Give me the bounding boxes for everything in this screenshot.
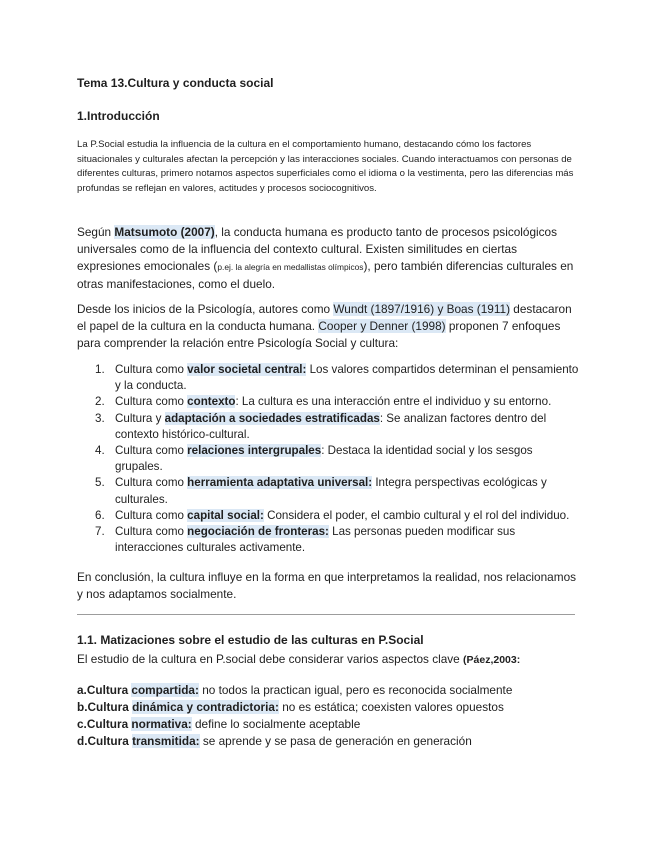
list-term: capital social: <box>187 508 264 522</box>
list-number: 3. <box>95 411 105 425</box>
list-number: 6. <box>95 508 105 522</box>
list-number: 5. <box>95 476 105 490</box>
culture-definitions <box>77 682 577 750</box>
list-text: Cultura y <box>115 411 165 425</box>
document-title: Tema 13.Cultura y conducta social <box>77 76 274 90</box>
list-description: : Se analizan factores dentro del contexto histórico-cultural. <box>115 411 547 441</box>
history-paragraph <box>77 301 577 352</box>
list-description: : La cultura es una interacción entre el individuo y su entorno. <box>235 395 552 409</box>
list-item <box>95 443 580 475</box>
definition-line <box>77 699 577 716</box>
list-term: relaciones intergrupales <box>187 444 322 458</box>
definition-term: transmitida: <box>132 734 200 748</box>
list-number: 1. <box>95 363 105 376</box>
key-aspects-paragraph <box>77 651 577 669</box>
text-segment: proponen 7 enfoques para comprender la relación entre Psicología Social y cultura: <box>77 319 561 350</box>
section-heading-introduccion: 1.Introducción <box>77 109 160 123</box>
definition-line <box>77 733 577 750</box>
list-term: valor societal central: <box>187 363 307 376</box>
list-item <box>95 475 580 507</box>
citation-wundt-boas: Wundt (1897/1916) y Boas (1911) <box>333 302 511 316</box>
list-number: 2. <box>95 395 105 409</box>
text-segment: Según <box>77 225 115 239</box>
list-text: Cultura como <box>115 508 188 522</box>
list-text: Cultura como <box>115 444 188 458</box>
list-item <box>95 411 580 443</box>
list-item <box>95 362 580 394</box>
definition-term: normativa: <box>131 717 192 731</box>
definition-description: no es estática; coexisten valores opuestos <box>278 700 504 714</box>
text-segment: Desde los inicios de la Psicología, autores como <box>77 302 334 316</box>
list-item <box>95 524 580 556</box>
list-description: Integra perspectivas ecológicas y culturales. <box>115 476 547 506</box>
definition-term: compartida: <box>131 683 199 697</box>
list-description: : Destaca la identidad social y los sesgos grupales. <box>115 444 533 474</box>
text-segment: destacaron el papel de la cultura en la conducta humana. <box>77 302 572 333</box>
definition-description: define lo socialmente aceptable <box>191 717 361 731</box>
citation-cooper-denner: Cooper y Denner (1998) <box>318 319 446 333</box>
definition-term: dinámica y contradictoria: <box>132 700 279 714</box>
list-number: 4. <box>95 444 105 458</box>
list-term: adaptación a sociedades estratificadas <box>164 411 380 425</box>
list-text: Cultura como <box>115 525 188 539</box>
list-term: negociación de fronteras: <box>187 525 329 539</box>
text-segment: , la conducta humana es producto tanto de procesos psicológicos universales como de la influencia del contexto cultural. Existen similitudes en ciertas expresiones emocionales ( <box>77 225 558 273</box>
list-text: Cultura como <box>115 476 188 490</box>
definition-line <box>77 682 577 699</box>
definition-description: se aprende y se pasa de generación en generación <box>199 734 472 748</box>
text-segment: ), pero también diferencias culturales en otras manifestaciones, como el duelo. <box>77 259 574 291</box>
approaches-list <box>95 362 580 556</box>
citation-matsumoto: Matsumoto (2007) <box>114 225 215 239</box>
list-description: Las personas pueden modificar sus interacciones culturales activamente. <box>115 525 516 555</box>
definition-line <box>77 716 577 733</box>
list-term: contexto <box>187 395 236 409</box>
list-text: Cultura como <box>115 363 188 376</box>
matsumoto-paragraph <box>77 224 577 293</box>
citation-paez: (Páez,2003: <box>463 654 521 666</box>
conclusion-paragraph: En conclusión, la cultura influye en la forma en que interpretamos la realidad, nos relacionamos y nos adaptamos socialmente. <box>77 570 577 601</box>
list-description: Considera el poder, el cambio cultural y el rol del individuo. <box>263 508 570 522</box>
list-description: Los valores compartidos determinan el pensamiento y la conducta. <box>115 363 579 393</box>
horizontal-divider <box>77 614 575 615</box>
definition-prefix: d.Cultura <box>77 734 133 748</box>
text-segment: El estudio de la cultura en P.social debe considerar varios aspectos clave <box>77 652 464 666</box>
definition-prefix: a.Cultura <box>77 683 132 697</box>
list-number: 7. <box>95 525 105 539</box>
definition-description: no todos la practican igual, pero es reconocida socialmente <box>198 683 513 697</box>
definition-prefix: b.Cultura <box>77 700 133 714</box>
list-text: Cultura como <box>115 395 188 409</box>
list-term: herramienta adaptativa universal: <box>187 476 373 490</box>
example-note: p.ej. la alegría en medallistas olímpicos <box>217 262 364 272</box>
section-heading-matizaciones: 1.1. Matizaciones sobre el estudio de las culturas en P.Social <box>77 633 424 647</box>
list-item <box>95 508 580 524</box>
intro-paragraph: La P.Social estudia la influencia de la cultura en el comportamiento humano, destacando cómo los factores situacionales y culturales afectan la percepción y las interacciones sociales. Cuando interactuamos con personas de diferentes culturas, primero notamos aspectos superficiales como el idioma o la vestimenta, pero las diferencias más profundas se reflejan en valores, actitudes y procesos sociocognitivos. <box>77 139 574 194</box>
list-item <box>95 394 580 410</box>
definition-prefix: c.Cultura <box>77 717 132 731</box>
